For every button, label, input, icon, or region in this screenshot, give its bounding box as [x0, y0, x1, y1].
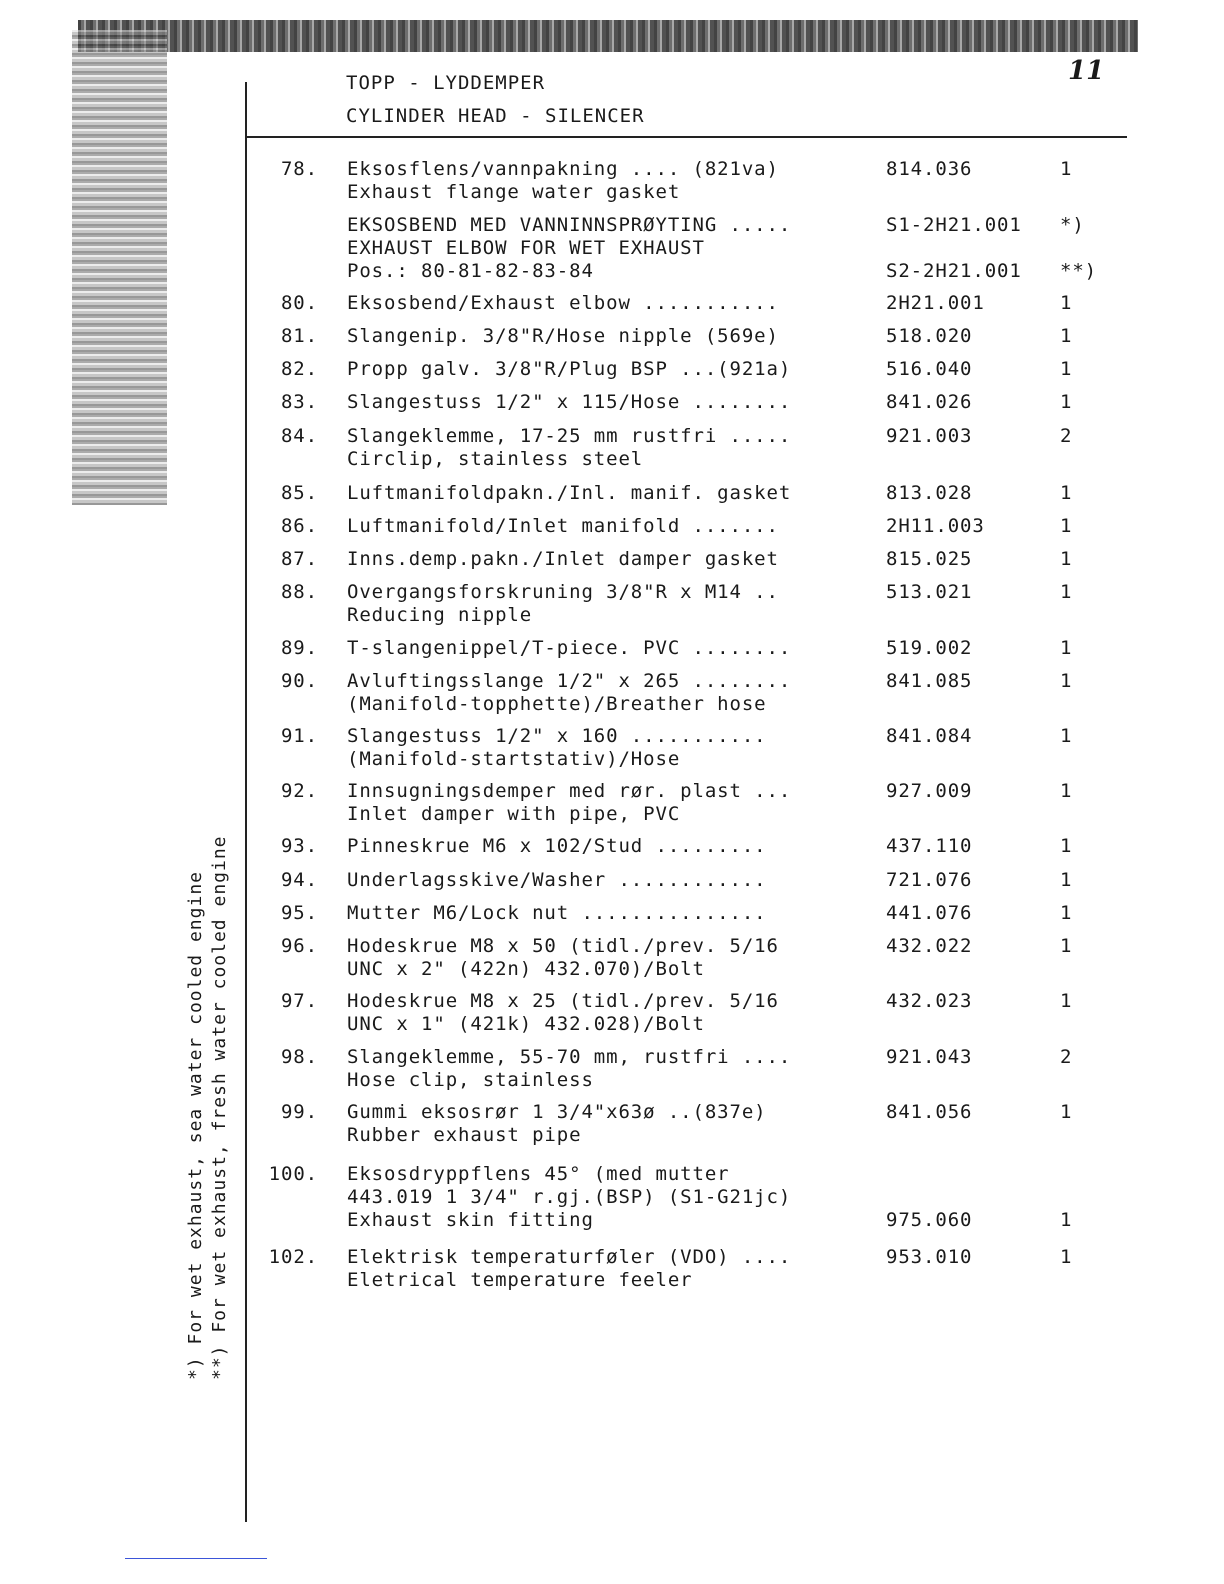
- item-number: 98.: [280, 1046, 318, 1068]
- description-line: Slangenip. 3/8"R/Hose nipple (569e): [347, 325, 779, 347]
- item-description: [347, 835, 767, 858]
- quantity: 1: [1060, 391, 1073, 413]
- quantity: 1: [1060, 358, 1073, 380]
- part-number: 841.026: [886, 391, 973, 413]
- alt-part-number: S2-2H21.001: [886, 260, 1022, 282]
- description-line: Pos.: 80-81-82-83-84: [347, 260, 594, 282]
- item-description: [347, 358, 791, 381]
- description-line: Exhaust skin fitting: [347, 1209, 594, 1231]
- item-number: 99.: [280, 1101, 318, 1123]
- item-description: [347, 425, 791, 471]
- item-number: 90.: [280, 670, 318, 692]
- item-number: 92.: [280, 780, 318, 802]
- item-description: [347, 780, 791, 826]
- margin-rule: [245, 82, 247, 1522]
- quantity: 1: [1060, 670, 1073, 692]
- side-notes: [184, 836, 232, 1381]
- item-description: [347, 515, 779, 538]
- header-rule: [247, 136, 1127, 138]
- alt-quantity: **): [1060, 260, 1098, 282]
- item-number: 85.: [280, 482, 318, 504]
- item-number: 84.: [280, 425, 318, 447]
- item-number: 96.: [280, 935, 318, 957]
- quantity: 2: [1060, 1046, 1073, 1068]
- description-line: Gummi eksosrør 1 3/4"x63ø ..(837e): [347, 1101, 767, 1123]
- quantity: 1: [1060, 780, 1073, 802]
- item-description: [347, 637, 791, 660]
- page-title-norwegian: TOPP - LYDDEMPER: [346, 72, 546, 94]
- description-line: Hodeskrue M8 x 25 (tidl./prev. 5/16: [347, 990, 779, 1012]
- item-number: 97.: [280, 990, 318, 1012]
- description-line: EXHAUST ELBOW FOR WET EXHAUST: [347, 237, 705, 259]
- quantity: 1: [1060, 1246, 1073, 1268]
- page-number: 11: [1068, 56, 1105, 86]
- description-line: 443.019 1 3/4" r.gj.(BSP) (S1-G21jc): [347, 1186, 792, 1208]
- item-number: 88.: [280, 581, 318, 603]
- alt-quantity: 1: [1060, 1209, 1073, 1231]
- item-description: [347, 581, 779, 627]
- quantity: 1: [1060, 869, 1073, 891]
- part-number: 841.084: [886, 725, 973, 747]
- item-number: 82.: [280, 358, 318, 380]
- description-line: Mutter M6/Lock nut ...............: [347, 902, 767, 924]
- quantity: *): [1060, 214, 1085, 236]
- item-description: [347, 1246, 791, 1292]
- quantity: 1: [1060, 835, 1073, 857]
- item-number: 89.: [280, 637, 318, 659]
- description-line: Luftmanifoldpakn./Inl. manif. gasket: [347, 482, 792, 504]
- item-description: [347, 391, 791, 414]
- item-number: 80.: [280, 292, 318, 314]
- description-line: Eksosbend/Exhaust elbow ...........: [347, 292, 779, 314]
- item-number: 100.: [268, 1163, 318, 1185]
- item-description: [347, 1163, 791, 1232]
- item-description: [347, 670, 791, 716]
- item-description: [347, 935, 779, 981]
- item-number: 95.: [280, 902, 318, 924]
- quantity: 1: [1060, 990, 1073, 1012]
- description-line: Eksosflens/vannpakning .... (821va): [347, 158, 779, 180]
- part-number: 432.023: [886, 990, 973, 1012]
- description-line: Slangestuss 1/2" x 115/Hose ........: [347, 391, 792, 413]
- description-line: Underlagsskive/Washer ............: [347, 869, 767, 891]
- description-line: Slangestuss 1/2" x 160 ...........: [347, 725, 767, 747]
- description-line: Inns.demp.pakn./Inlet damper gasket: [347, 548, 779, 570]
- quantity: 1: [1060, 902, 1073, 924]
- part-number: S1-2H21.001: [886, 214, 1022, 236]
- item-description: [347, 292, 779, 315]
- item-description: [347, 325, 779, 348]
- item-description: [347, 1101, 767, 1147]
- description-line: Avluftingsslange 1/2" x 265 ........: [347, 670, 792, 692]
- part-number: 721.076: [886, 869, 973, 891]
- description-line: Reducing nipple: [347, 604, 533, 626]
- part-number: 519.002: [886, 637, 973, 659]
- item-description: [347, 482, 791, 505]
- description-line: Slangeklemme, 55-70 mm, rustfri ....: [347, 1046, 792, 1068]
- item-number: 81.: [280, 325, 318, 347]
- item-number: 102.: [268, 1246, 318, 1268]
- part-number: 2H11.003: [886, 515, 985, 537]
- description-line: (Manifold-startstativ)/Hose: [347, 748, 681, 770]
- quantity: 1: [1060, 581, 1073, 603]
- description-line: Overgangsforskruning 3/8"R x M14 ..: [347, 581, 779, 603]
- quantity: 1: [1060, 515, 1073, 537]
- part-number: 953.010: [886, 1246, 973, 1268]
- description-line: Eletrical temperature feeler: [347, 1269, 693, 1291]
- quantity: 1: [1060, 725, 1073, 747]
- description-line: Hodeskrue M8 x 50 (tidl./prev. 5/16: [347, 935, 779, 957]
- item-number: 91.: [280, 725, 318, 747]
- quantity: 1: [1060, 1101, 1073, 1123]
- description-line: Pinneskrue M6 x 102/Stud .........: [347, 835, 767, 857]
- quantity: 1: [1060, 482, 1073, 504]
- quantity: 1: [1060, 637, 1073, 659]
- item-description: [347, 869, 767, 892]
- part-number: 927.009: [886, 780, 973, 802]
- part-number: 814.036: [886, 158, 973, 180]
- part-number: 815.025: [886, 548, 973, 570]
- page-title-english: CYLINDER HEAD - SILENCER: [346, 105, 645, 127]
- description-line: T-slangenippel/T-piece. PVC ........: [347, 637, 792, 659]
- item-description: [347, 1046, 791, 1092]
- alt-part-number: 975.060: [886, 1209, 973, 1231]
- description-line: Rubber exhaust pipe: [347, 1124, 582, 1146]
- item-number: 87.: [280, 548, 318, 570]
- quantity: 1: [1060, 935, 1073, 957]
- quantity: 1: [1060, 325, 1073, 347]
- description-line: Elektrisk temperaturføler (VDO) ....: [347, 1246, 792, 1268]
- item-number: 86.: [280, 515, 318, 537]
- part-number: 518.020: [886, 325, 973, 347]
- description-line: Eksosdryppflens 45° (med mutter: [347, 1163, 730, 1185]
- description-line: (Manifold-topphette)/Breather hose: [347, 693, 767, 715]
- description-line: Slangeklemme, 17-25 mm rustfri .....: [347, 425, 792, 447]
- description-line: Propp galv. 3/8"R/Plug BSP ...(921a): [347, 358, 792, 380]
- item-number: 78.: [280, 158, 318, 180]
- part-number: 513.021: [886, 581, 973, 603]
- description-line: EKSOSBEND MED VANNINNSPRØYTING .....: [347, 214, 792, 236]
- scan-artifact-top: [78, 20, 1138, 52]
- side-note: *) For wet exhaust, sea water cooled engine: [185, 871, 206, 1380]
- quantity: 1: [1060, 548, 1073, 570]
- footer-link-line: [125, 1558, 267, 1559]
- description-line: Exhaust flange water gasket: [347, 181, 681, 203]
- item-description: [347, 214, 791, 283]
- description-line: UNC x 1" (421k) 432.028)/Bolt: [347, 1013, 705, 1035]
- description-line: Circlip, stainless steel: [347, 448, 644, 470]
- item-description: [347, 725, 767, 771]
- side-note: **) For wet exhaust, fresh water cooled engine: [209, 835, 230, 1380]
- scan-artifact-left: [72, 30, 167, 505]
- part-number: 2H21.001: [886, 292, 985, 314]
- description-line: Inlet damper with pipe, PVC: [347, 803, 681, 825]
- item-number: 83.: [280, 391, 318, 413]
- quantity: 1: [1060, 158, 1073, 180]
- quantity: 1: [1060, 292, 1073, 314]
- item-description: [347, 902, 767, 925]
- part-number: 841.056: [886, 1101, 973, 1123]
- part-number: 437.110: [886, 835, 973, 857]
- part-number: 516.040: [886, 358, 973, 380]
- item-number: 94.: [280, 869, 318, 891]
- part-number: 441.076: [886, 902, 973, 924]
- part-number: 813.028: [886, 482, 973, 504]
- description-line: UNC x 2" (422n) 432.070)/Bolt: [347, 958, 705, 980]
- part-number: 432.022: [886, 935, 973, 957]
- item-number: 93.: [280, 835, 318, 857]
- part-number: 841.085: [886, 670, 973, 692]
- item-description: [347, 990, 779, 1036]
- part-number: 921.043: [886, 1046, 973, 1068]
- description-line: Hose clip, stainless: [347, 1069, 594, 1091]
- item-description: [347, 548, 779, 571]
- description-line: Innsugningsdemper med rør. plast ...: [347, 780, 792, 802]
- part-number: 921.003: [886, 425, 973, 447]
- description-line: Luftmanifold/Inlet manifold .......: [347, 515, 779, 537]
- quantity: 2: [1060, 425, 1073, 447]
- item-description: [347, 158, 779, 204]
